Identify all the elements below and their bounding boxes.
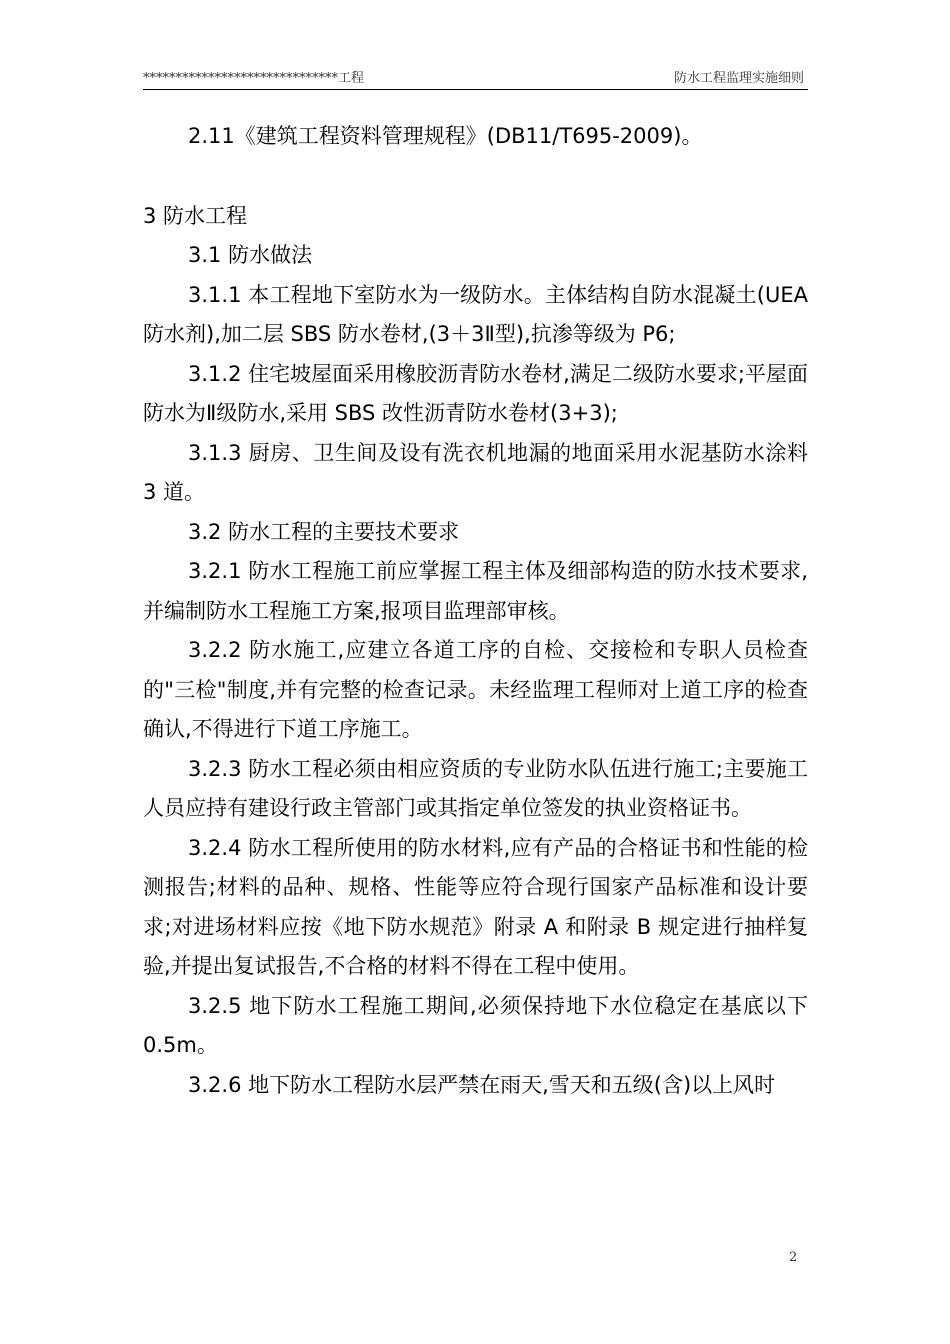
paragraph-3-2-4: 3.2.4 防水工程所使用的防水材料,应有产品的合格证书和性能的检测报告;材料的品种、规格、性能等应符合现行国家产品标准和设计要求;对进场材料应按《地下防水规范》附录 A 和附录 B 规定进行抽样复验,并提出复试报告,不合格的材料不得在工程中使用。 xyxy=(143,835,808,978)
page-header xyxy=(143,70,808,90)
document-body xyxy=(143,117,808,1105)
section-gap xyxy=(143,157,808,197)
paragraph-3-2-6: 3.2.6 地下防水工程防水层严禁在雨天,雪天和五级(含)以上风时 xyxy=(188,1072,776,1097)
paragraph-3-2-2: 3.2.2 防水施工,应建立各道工序的自检、交接检和专职人员检查的"三检"制度,并有完整的检查记录。未经监理工程师对上道工序的检查确认,不得进行下道工序施工。 xyxy=(143,638,808,741)
header-rule xyxy=(143,89,808,90)
page-number: 2 xyxy=(789,1250,798,1265)
section-heading-3: 3 防水工程 xyxy=(143,203,248,228)
subsection-heading-3-1: 3.1 防水做法 xyxy=(188,243,313,267)
paragraph-2-11: 2.11《建筑工程资料管理规程》(DB11/T695-2009)。 xyxy=(188,124,703,148)
paragraph-3-2-3: 3.2.3 防水工程必须由相应资质的专业防水队伍进行施工;主要施工人员应持有建设行政主管部门或其指定单位签发的执业资格证书。 xyxy=(143,756,808,820)
paragraph-3-2-5: 3.2.5 地下防水工程施工期间,必须保持地下水位稳定在基底以下 0.5m。 xyxy=(143,993,808,1057)
paragraph-3-1-2: 3.1.2 住宅坡屋面采用橡胶沥青防水卷材,满足二级防水要求;平屋面防水为Ⅱ级防水,采用 SBS 改性沥青防水卷材(3+3); xyxy=(143,361,808,425)
header-document-title: 防水工程监理实施细则 xyxy=(673,71,804,86)
subsection-heading-3-2: 3.2 防水工程的主要技术要求 xyxy=(188,519,460,544)
paragraph-3-2-1: 3.2.1 防水工程施工前应掌握工程主体及细部构造的防水技术要求,并编制防水工程施工方案,报项目监理部审核。 xyxy=(143,559,808,623)
header-project-name: ******************************工程 xyxy=(143,71,365,86)
paragraph-3-1-1: 3.1.1 本工程地下室防水为一级防水。主体结构自防水混凝土(UEA 防水剂),加二层 SBS 防水卷材,(3＋3Ⅱ型),抗渗等级为 P6; xyxy=(143,282,808,346)
paragraph-3-1-3: 3.1.3 厨房、卫生间及设有洗衣机地漏的地面采用水泥基防水涂料 3 道。 xyxy=(143,440,808,504)
